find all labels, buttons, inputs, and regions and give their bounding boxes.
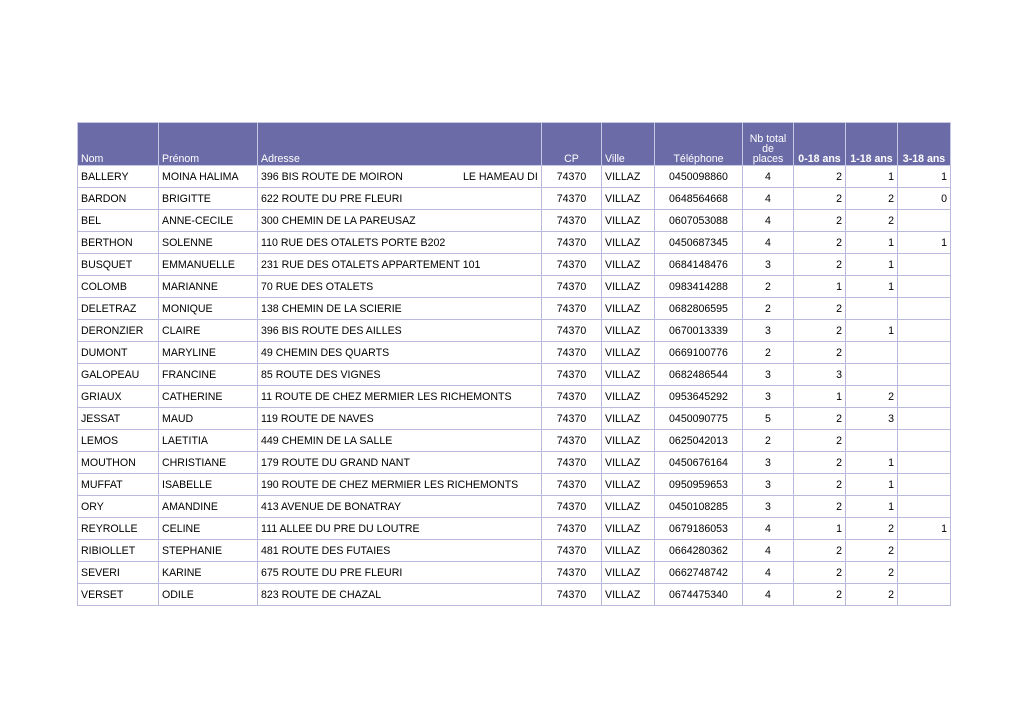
cell-0-18-ans: 2 xyxy=(794,320,846,342)
cell-nom: GALOPEAU xyxy=(78,364,159,386)
cell-nom: DERONZIER xyxy=(78,320,159,342)
cell-cp: 74370 xyxy=(542,452,602,474)
cell-3-18-ans xyxy=(898,496,951,518)
cell-prenom: MAUD xyxy=(159,408,258,430)
cell-cp: 74370 xyxy=(542,320,602,342)
cell-cp: 74370 xyxy=(542,342,602,364)
cell-nom: COLOMB xyxy=(78,276,159,298)
address-text: 119 ROUTE DE NAVES xyxy=(261,412,374,425)
address-text: 111 ALLEE DU PRE DU LOUTRE xyxy=(261,522,420,535)
cell-telephone: 0450687345 xyxy=(655,232,743,254)
cell-cp: 74370 xyxy=(542,430,602,452)
cell-telephone: 0664280362 xyxy=(655,540,743,562)
address-text: 49 CHEMIN DES QUARTS xyxy=(261,346,390,359)
cell-1-18-ans: 2 xyxy=(846,188,898,210)
cell-0-18-ans: 2 xyxy=(794,430,846,452)
table-row xyxy=(78,386,951,408)
cell-ville: VILLAZ xyxy=(602,518,655,540)
cell-telephone: 0684148476 xyxy=(655,254,743,276)
cell-telephone: 0682806595 xyxy=(655,298,743,320)
cell-nb-total-places: 4 xyxy=(743,518,794,540)
cell-3-18-ans xyxy=(898,386,951,408)
cell-3-18-ans xyxy=(898,430,951,452)
cell-nb-total-places: 4 xyxy=(743,562,794,584)
cell-telephone: 0450098860 xyxy=(655,166,743,188)
cell-1-18-ans: 1 xyxy=(846,496,898,518)
cell-1-18-ans: 1 xyxy=(846,254,898,276)
cell-prenom: ODILE xyxy=(159,584,258,606)
cell-nom: BEL xyxy=(78,210,159,232)
cell-telephone: 0662748742 xyxy=(655,562,743,584)
cell-nb-total-places: 4 xyxy=(743,584,794,606)
cell-nb-total-places: 4 xyxy=(743,210,794,232)
table-row xyxy=(78,584,951,606)
cell-0-18-ans: 2 xyxy=(794,452,846,474)
cell-3-18-ans: 0 xyxy=(898,188,951,210)
table-row xyxy=(78,298,951,320)
cell-3-18-ans xyxy=(898,540,951,562)
cell-0-18-ans: 2 xyxy=(794,166,846,188)
cell-telephone: 0983414288 xyxy=(655,276,743,298)
address-text: 85 ROUTE DES VIGNES xyxy=(261,368,381,381)
table-row xyxy=(78,166,951,188)
cell-nb-total-places: 3 xyxy=(743,254,794,276)
cell-ville: VILLAZ xyxy=(602,540,655,562)
cell-1-18-ans: 2 xyxy=(846,540,898,562)
cell-1-18-ans: 2 xyxy=(846,518,898,540)
cell-cp: 74370 xyxy=(542,298,602,320)
cell-0-18-ans: 2 xyxy=(794,540,846,562)
cell-ville: VILLAZ xyxy=(602,298,655,320)
cell-3-18-ans xyxy=(898,364,951,386)
address-text: 138 CHEMIN DE LA SCIERIE xyxy=(261,302,402,315)
table-body xyxy=(78,166,951,606)
header-cp: CP xyxy=(542,123,602,166)
cell-0-18-ans: 1 xyxy=(794,518,846,540)
table-row xyxy=(78,364,951,386)
cell-nb-total-places: 2 xyxy=(743,298,794,320)
cell-1-18-ans: 2 xyxy=(846,210,898,232)
cell-ville: VILLAZ xyxy=(602,474,655,496)
cell-0-18-ans: 1 xyxy=(794,276,846,298)
cell-nom: ORY xyxy=(78,496,159,518)
cell-telephone: 0679186053 xyxy=(655,518,743,540)
cell-adresse xyxy=(258,232,542,254)
cell-telephone: 0625042013 xyxy=(655,430,743,452)
cell-adresse xyxy=(258,496,542,518)
cell-nb-total-places: 4 xyxy=(743,166,794,188)
cell-prenom: EMMANUELLE xyxy=(159,254,258,276)
cell-3-18-ans xyxy=(898,474,951,496)
cell-0-18-ans: 2 xyxy=(794,562,846,584)
cell-1-18-ans: 1 xyxy=(846,452,898,474)
cell-3-18-ans xyxy=(898,342,951,364)
cell-prenom: KARINE xyxy=(159,562,258,584)
address-text: 11 ROUTE DE CHEZ MERMIER LES RICHEMONTS xyxy=(261,390,512,403)
cell-telephone: 0682486544 xyxy=(655,364,743,386)
cell-1-18-ans: 3 xyxy=(846,408,898,430)
cell-telephone: 0607053088 xyxy=(655,210,743,232)
header-1-18-ans: 1-18 ans xyxy=(846,123,898,166)
cell-1-18-ans xyxy=(846,430,898,452)
cell-0-18-ans: 2 xyxy=(794,584,846,606)
cell-adresse xyxy=(258,188,542,210)
cell-adresse xyxy=(258,342,542,364)
address-text: 70 RUE DES OTALETS xyxy=(261,280,374,293)
cell-telephone: 0648564668 xyxy=(655,188,743,210)
cell-adresse xyxy=(258,386,542,408)
cell-1-18-ans: 1 xyxy=(846,320,898,342)
address-text: 396 BIS ROUTE DE MOIRON xyxy=(261,170,403,183)
table-row xyxy=(78,276,951,298)
cell-3-18-ans xyxy=(898,562,951,584)
cell-ville: VILLAZ xyxy=(602,342,655,364)
cell-ville: VILLAZ xyxy=(602,562,655,584)
address-text: 481 ROUTE DES FUTAIES xyxy=(261,544,391,557)
table-row xyxy=(78,496,951,518)
cell-prenom: MONIQUE xyxy=(159,298,258,320)
cell-1-18-ans: 2 xyxy=(846,562,898,584)
cell-3-18-ans: 1 xyxy=(898,232,951,254)
cell-3-18-ans xyxy=(898,408,951,430)
cell-0-18-ans: 2 xyxy=(794,232,846,254)
header-3-18-ans: 3-18 ans xyxy=(898,123,951,166)
cell-prenom: AMANDINE xyxy=(159,496,258,518)
cell-ville: VILLAZ xyxy=(602,584,655,606)
cell-nb-total-places: 3 xyxy=(743,496,794,518)
cell-prenom: SOLENNE xyxy=(159,232,258,254)
cell-telephone: 0950959653 xyxy=(655,474,743,496)
cell-prenom: ISABELLE xyxy=(159,474,258,496)
cell-ville: VILLAZ xyxy=(602,430,655,452)
cell-nom: GRIAUX xyxy=(78,386,159,408)
address-text: 190 ROUTE DE CHEZ MERMIER LES RICHEMONTS xyxy=(261,478,519,491)
cell-nom: MOUTHON xyxy=(78,452,159,474)
cell-ville: VILLAZ xyxy=(602,188,655,210)
table-row xyxy=(78,320,951,342)
address-text: 110 RUE DES OTALETS PORTE B202 xyxy=(261,236,446,249)
cell-adresse xyxy=(258,210,542,232)
cell-nom: REYROLLE xyxy=(78,518,159,540)
cell-nb-total-places: 2 xyxy=(743,342,794,364)
cell-nom: DUMONT xyxy=(78,342,159,364)
cell-nb-total-places: 3 xyxy=(743,320,794,342)
table-row xyxy=(78,254,951,276)
cell-nom: SEVERI xyxy=(78,562,159,584)
cell-cp: 74370 xyxy=(542,188,602,210)
cell-3-18-ans: 1 xyxy=(898,166,951,188)
cell-cp: 74370 xyxy=(542,232,602,254)
cell-cp: 74370 xyxy=(542,540,602,562)
cell-nom: BERTHON xyxy=(78,232,159,254)
cell-1-18-ans: 2 xyxy=(846,584,898,606)
cell-ville: VILLAZ xyxy=(602,408,655,430)
table-row xyxy=(78,540,951,562)
table-row xyxy=(78,342,951,364)
cell-nb-total-places: 3 xyxy=(743,474,794,496)
cell-nb-total-places: 4 xyxy=(743,232,794,254)
cell-telephone: 0669100776 xyxy=(655,342,743,364)
cell-telephone: 0450676164 xyxy=(655,452,743,474)
cell-ville: VILLAZ xyxy=(602,386,655,408)
cell-nb-total-places: 5 xyxy=(743,408,794,430)
cell-cp: 74370 xyxy=(542,166,602,188)
cell-3-18-ans xyxy=(898,452,951,474)
cell-prenom: MARIANNE xyxy=(159,276,258,298)
cell-ville: VILLAZ xyxy=(602,166,655,188)
table-row xyxy=(78,232,951,254)
cell-ville: VILLAZ xyxy=(602,452,655,474)
cell-nb-total-places: 3 xyxy=(743,452,794,474)
cell-telephone: 0450108285 xyxy=(655,496,743,518)
cell-1-18-ans: 1 xyxy=(846,276,898,298)
header-nom: Nom xyxy=(78,123,159,166)
cell-3-18-ans xyxy=(898,320,951,342)
cell-1-18-ans: 1 xyxy=(846,166,898,188)
cell-adresse xyxy=(258,584,542,606)
cell-3-18-ans xyxy=(898,210,951,232)
cell-cp: 74370 xyxy=(542,562,602,584)
cell-prenom: MARYLINE xyxy=(159,342,258,364)
cell-prenom: MOINA HALIMA xyxy=(159,166,258,188)
cell-0-18-ans: 2 xyxy=(794,496,846,518)
cell-prenom: CELINE xyxy=(159,518,258,540)
cell-nb-total-places: 4 xyxy=(743,188,794,210)
cell-0-18-ans: 2 xyxy=(794,408,846,430)
cell-nb-total-places: 3 xyxy=(743,386,794,408)
cell-ville: VILLAZ xyxy=(602,276,655,298)
header-nb-total-places: Nb total de places xyxy=(743,123,794,166)
cell-1-18-ans xyxy=(846,298,898,320)
cell-adresse xyxy=(258,518,542,540)
cell-prenom: CHRISTIANE xyxy=(159,452,258,474)
address-text: 179 ROUTE DU GRAND NANT xyxy=(261,456,410,469)
table-row xyxy=(78,518,951,540)
cell-nom: BARDON xyxy=(78,188,159,210)
cell-adresse xyxy=(258,364,542,386)
cell-cp: 74370 xyxy=(542,518,602,540)
cell-1-18-ans xyxy=(846,342,898,364)
address-complement-text: LE HAMEAU DI xyxy=(463,170,538,183)
address-text: 231 RUE DES OTALETS APPARTEMENT 101 xyxy=(261,258,481,271)
cell-prenom: CATHERINE xyxy=(159,386,258,408)
cell-adresse xyxy=(258,254,542,276)
cell-nom: DELETRAZ xyxy=(78,298,159,320)
table-row xyxy=(78,188,951,210)
cell-1-18-ans xyxy=(846,364,898,386)
cell-nb-total-places: 3 xyxy=(743,364,794,386)
cell-nom: MUFFAT xyxy=(78,474,159,496)
cell-telephone: 0953645292 xyxy=(655,386,743,408)
cell-nom: BUSQUET xyxy=(78,254,159,276)
header-0-18-ans: 0-18 ans xyxy=(794,123,846,166)
assistantes-maternelles-table-wrapper xyxy=(77,122,951,606)
cell-3-18-ans xyxy=(898,254,951,276)
cell-ville: VILLAZ xyxy=(602,364,655,386)
cell-1-18-ans: 1 xyxy=(846,232,898,254)
address-text: 449 CHEMIN DE LA SALLE xyxy=(261,434,393,447)
cell-cp: 74370 xyxy=(542,210,602,232)
table-row xyxy=(78,474,951,496)
address-text: 622 ROUTE DU PRE FLEURI xyxy=(261,192,403,205)
cell-ville: VILLAZ xyxy=(602,496,655,518)
cell-1-18-ans: 1 xyxy=(846,474,898,496)
cell-cp: 74370 xyxy=(542,584,602,606)
cell-cp: 74370 xyxy=(542,276,602,298)
cell-3-18-ans xyxy=(898,298,951,320)
cell-3-18-ans: 1 xyxy=(898,518,951,540)
address-text: 823 ROUTE DE CHAZAL xyxy=(261,588,382,601)
header-ville: Ville xyxy=(602,123,655,166)
table-row xyxy=(78,430,951,452)
cell-cp: 74370 xyxy=(542,474,602,496)
address-text: 300 CHEMIN DE LA PAREUSAZ xyxy=(261,214,416,227)
table-row xyxy=(78,210,951,232)
address-text: 396 BIS ROUTE DES AILLES xyxy=(261,324,402,337)
cell-telephone: 0450090775 xyxy=(655,408,743,430)
cell-0-18-ans: 3 xyxy=(794,364,846,386)
cell-nb-total-places: 2 xyxy=(743,276,794,298)
cell-cp: 74370 xyxy=(542,254,602,276)
cell-0-18-ans: 2 xyxy=(794,474,846,496)
cell-nom: VERSET xyxy=(78,584,159,606)
cell-adresse xyxy=(258,562,542,584)
cell-0-18-ans: 2 xyxy=(794,254,846,276)
cell-0-18-ans: 2 xyxy=(794,188,846,210)
cell-cp: 74370 xyxy=(542,364,602,386)
cell-ville: VILLAZ xyxy=(602,320,655,342)
table-row xyxy=(78,408,951,430)
cell-adresse xyxy=(258,276,542,298)
cell-adresse xyxy=(258,298,542,320)
cell-0-18-ans: 2 xyxy=(794,342,846,364)
cell-0-18-ans: 2 xyxy=(794,210,846,232)
cell-cp: 74370 xyxy=(542,496,602,518)
cell-3-18-ans xyxy=(898,584,951,606)
cell-cp: 74370 xyxy=(542,386,602,408)
cell-prenom: STEPHANIE xyxy=(159,540,258,562)
cell-prenom: BRIGITTE xyxy=(159,188,258,210)
cell-adresse xyxy=(258,540,542,562)
header-adresse: Adresse xyxy=(258,123,542,166)
cell-telephone: 0674475340 xyxy=(655,584,743,606)
cell-nom: BALLERY xyxy=(78,166,159,188)
cell-adresse xyxy=(258,320,542,342)
cell-cp: 74370 xyxy=(542,408,602,430)
table-row xyxy=(78,562,951,584)
cell-adresse xyxy=(258,430,542,452)
cell-3-18-ans xyxy=(898,276,951,298)
cell-0-18-ans: 1 xyxy=(794,386,846,408)
cell-nom: LEMOS xyxy=(78,430,159,452)
assistantes-maternelles-table xyxy=(77,122,951,606)
address-text: 413 AVENUE DE BONATRAY xyxy=(261,500,402,513)
cell-ville: VILLAZ xyxy=(602,210,655,232)
cell-prenom: FRANCINE xyxy=(159,364,258,386)
cell-adresse xyxy=(258,452,542,474)
cell-nb-total-places: 4 xyxy=(743,540,794,562)
table-header-row xyxy=(78,123,951,166)
cell-adresse xyxy=(258,408,542,430)
cell-0-18-ans: 2 xyxy=(794,298,846,320)
cell-ville: VILLAZ xyxy=(602,254,655,276)
cell-prenom: ANNE-CECILE xyxy=(159,210,258,232)
cell-telephone: 0670013339 xyxy=(655,320,743,342)
cell-nb-total-places: 2 xyxy=(743,430,794,452)
address-text: 675 ROUTE DU PRE FLEURI xyxy=(261,566,403,579)
cell-prenom: CLAIRE xyxy=(159,320,258,342)
cell-nom: JESSAT xyxy=(78,408,159,430)
cell-adresse xyxy=(258,474,542,496)
cell-ville: VILLAZ xyxy=(602,232,655,254)
table-row xyxy=(78,452,951,474)
header-telephone: Téléphone xyxy=(655,123,743,166)
cell-nom: RIBIOLLET xyxy=(78,540,159,562)
cell-1-18-ans: 2 xyxy=(846,386,898,408)
cell-adresse xyxy=(258,166,542,188)
header-prenom: Prénom xyxy=(159,123,258,166)
cell-prenom: LAETITIA xyxy=(159,430,258,452)
